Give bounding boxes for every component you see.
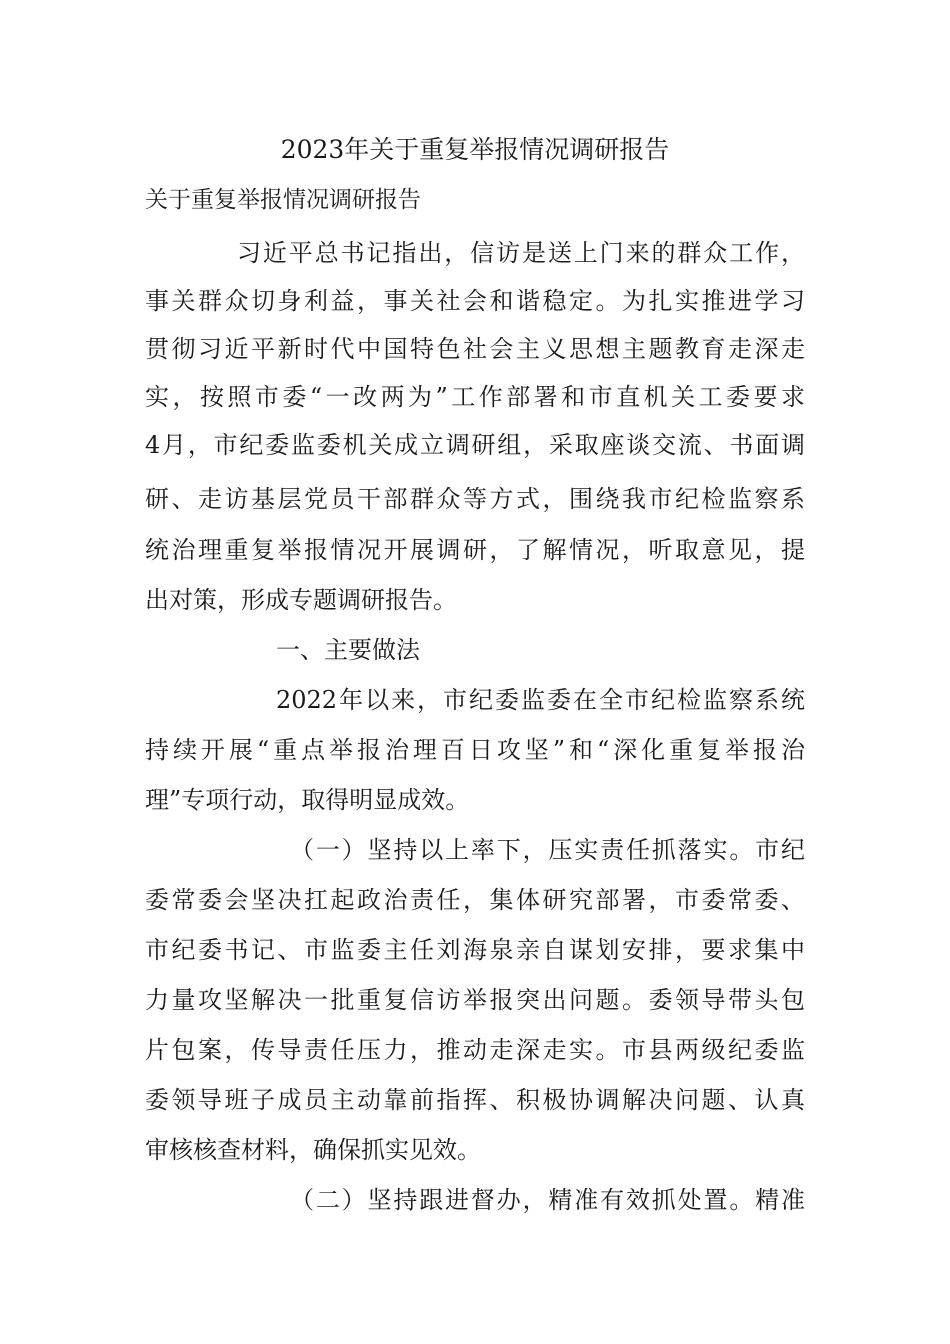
paragraph-line: 委领导班子成员主动靠前指挥、积极协调解决问题、认真 (145, 1086, 805, 1114)
paragraph-line: 研、走访基层党员干部群众等方式，围绕我市纪检监察系 (145, 485, 805, 513)
paragraph-line: 持续开展“重点举报治理百日攻坚”和“深化重复举报治 (145, 736, 805, 764)
paragraph-line: 片包案，传导责任压力，推动走深走实。市县两级纪委监 (145, 1036, 805, 1064)
paragraph-line: 事关群众切身利益，事关社会和谐稳定。为扎实推进学习 (145, 287, 805, 315)
paragraph-line: 力量攻坚解决一批重复信访举报突出问题。委领导带头包 (145, 986, 805, 1014)
paragraph-line: 市纪委书记、市监委主任刘海泉亲自谋划安排，要求集中 (145, 936, 805, 964)
paragraph-line: 理”专项行动，取得明显成效。 (145, 786, 470, 814)
paragraph-line: 统治理重复举报情况开展调研，了解情况，听取意见，提 (145, 536, 805, 564)
paragraph-line: 委常委会坚决扛起政治责任，集体研究部署，市委常委、 (145, 886, 805, 914)
subsection-heading: （二）坚持跟进督办，精准有效抓处置。精准 (290, 1186, 805, 1214)
document-subtitle: 关于重复举报情况调研报告 (145, 187, 421, 213)
paragraph-line: 4月，市纪委监委机关成立调研组，采取座谈交流、书面调 (145, 431, 805, 459)
section-heading: 一、主要做法 (276, 636, 420, 664)
paragraph-line: 出对策，形成专题调研报告。 (145, 586, 457, 614)
paragraph-line: 实，按照市委“一改两为”工作部署和市直机关工委要求 (145, 383, 805, 411)
paragraph-line: 习近平总书记指出，信访是送上门来的群众工作， (237, 239, 805, 267)
paragraph-line: 2022年以来，市纪委监委在全市纪检监察系统 (276, 686, 805, 714)
paragraph-line: 贯彻习近平新时代中国特色社会主义思想主题教育走深走 (145, 335, 805, 363)
paragraph-line: 审核核查材料，确保抓实见效。 (145, 1136, 481, 1164)
document-title: 2023年关于重复举报情况调研报告 (280, 135, 670, 164)
subsection-heading: （一）坚持以上率下，压实责任抓落实。市纪 (290, 836, 805, 864)
